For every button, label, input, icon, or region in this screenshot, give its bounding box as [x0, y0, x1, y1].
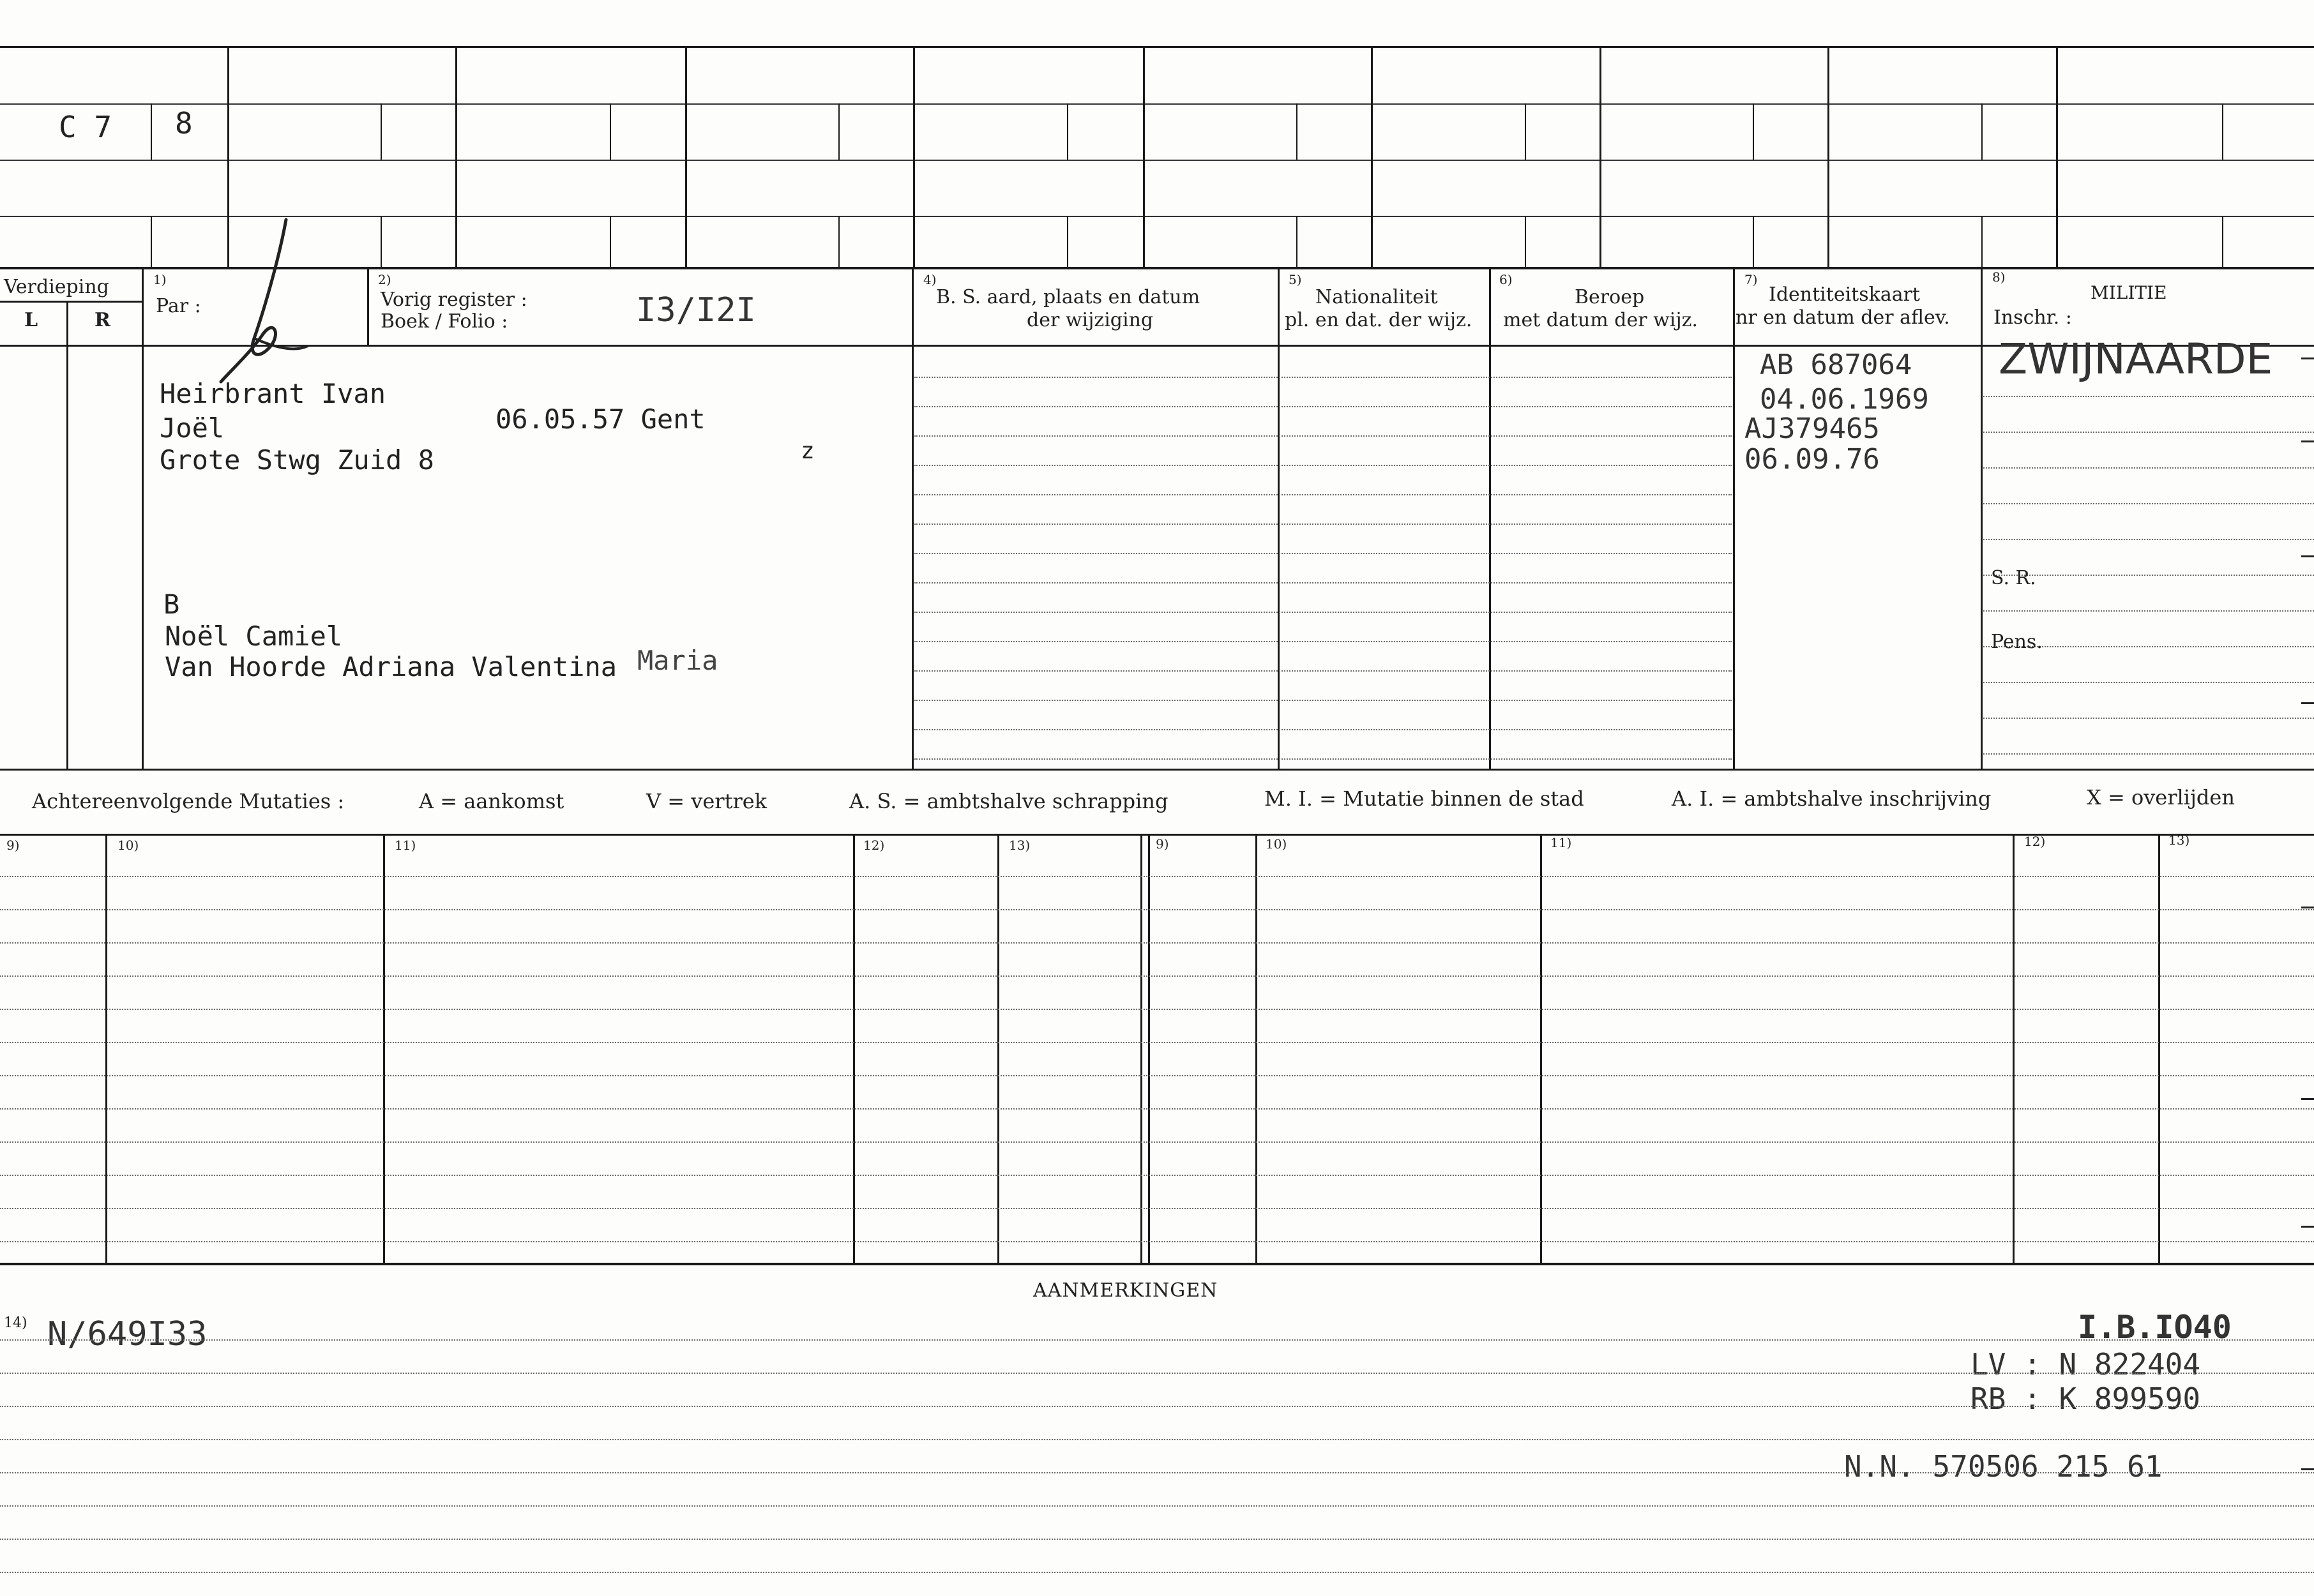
col1-divider — [142, 268, 144, 769]
col5-label-line1: Nationaliteit — [1315, 286, 1438, 308]
top-grid-minor-divider — [381, 103, 382, 160]
mut-right-col12: 12) — [2024, 834, 2046, 849]
mutation-ruled-line — [0, 876, 2314, 877]
margin-tick — [2301, 358, 2314, 359]
body-ruled-line — [914, 553, 1732, 554]
floor-right-label: R — [95, 309, 110, 331]
margin-tick — [2301, 555, 2314, 557]
top-grid-row-line — [0, 216, 2314, 217]
body-ruled-line — [914, 670, 1732, 672]
mutation-column-divider — [1140, 834, 1142, 1264]
previous-register-value: I3/I2I — [636, 291, 756, 329]
legend-arrival: A = aankomst — [419, 789, 564, 813]
person-birth: 06.05.57 Gent — [495, 403, 706, 435]
mutation-ruled-line — [0, 1009, 2314, 1010]
top-grid-major-divider — [1371, 46, 1373, 268]
identity-card-2: AJ379465 — [1744, 412, 1880, 445]
identity-card-1: AB 687064 — [1760, 349, 1912, 381]
header-bottom-line — [0, 345, 2314, 347]
body-ruled-line — [914, 612, 1732, 613]
top-grid-major-divider — [685, 46, 687, 268]
mutations-bottom-line — [0, 1263, 2314, 1265]
mutation-ruled-line — [0, 909, 2314, 910]
col2-label-register: Vorig register : — [381, 289, 527, 311]
col6-divider — [1489, 268, 1491, 769]
col7-divider — [1733, 268, 1735, 769]
col2-number: 2) — [378, 272, 391, 287]
person-name: Heirbrant Ivan — [160, 378, 386, 409]
militie-ruled-line — [1983, 718, 2314, 719]
body-ruled-line — [914, 435, 1732, 437]
remarks-ruled-line — [0, 1373, 2314, 1374]
militie-ruled-line — [1983, 753, 2314, 755]
top-grid-minor-divider — [151, 216, 152, 268]
top-grid-major-divider — [1143, 46, 1145, 268]
mut-right-col11: 11) — [1550, 835, 1572, 850]
legend-city-mutation: M. I. = Mutatie binnen de stad — [1264, 787, 1584, 811]
identity-date-2: 06.09.76 — [1744, 443, 1880, 476]
spouse-mark: B — [163, 589, 180, 620]
mutation-column-divider — [1148, 834, 1150, 1264]
militie-ruled-line — [1983, 539, 2314, 540]
top-grid-minor-divider — [610, 216, 611, 268]
col4-number: 4) — [923, 272, 937, 287]
body-ruled-line — [914, 582, 1732, 583]
mutation-ruled-line — [0, 1208, 2314, 1209]
col8-label-inschr: Inschr. : — [1993, 306, 2072, 329]
floor-lr-divider — [66, 301, 68, 769]
body-bottom-line — [0, 769, 2314, 771]
legend-title: Achtereenvolgende Mutaties : — [32, 789, 345, 813]
mutation-column-divider — [105, 834, 107, 1264]
floor-label: Verdieping — [4, 276, 109, 298]
col8-number: 8) — [1992, 269, 2006, 285]
remarks-ruled-line — [0, 1472, 2314, 1473]
legend-death: X = overlijden — [2087, 785, 2235, 809]
remarks-title: AANMERKINGEN — [1033, 1279, 1218, 1302]
mutation-column-divider — [997, 834, 999, 1264]
identity-date-1: 04.06.1969 — [1760, 383, 1929, 416]
col4-label-line1: B. S. aard, plaats en datum — [936, 286, 1200, 308]
top-grid-minor-divider — [381, 216, 382, 268]
mutation-ruled-line — [0, 975, 2314, 977]
militie-ruled-line — [1983, 432, 2314, 433]
top-grid-major-divider — [2056, 46, 2058, 268]
top-grid-minor-divider — [2222, 216, 2223, 268]
top-grid-minor-divider — [838, 216, 840, 268]
body-ruled-line — [914, 494, 1732, 495]
top-grid-row-line — [0, 103, 2314, 105]
mutation-column-divider — [853, 834, 855, 1264]
person-address: Grote Stwg Zuid 8 — [160, 444, 434, 476]
margin-tick — [2301, 907, 2314, 908]
top-grid-minor-divider — [838, 103, 840, 160]
militie-inschr-value: ZWIJNAARDE — [1999, 335, 2273, 384]
mutation-column-divider — [1540, 834, 1542, 1264]
col7-label-line2: nr en datum der aflev. — [1736, 306, 1950, 329]
mut-right-col10: 10) — [1266, 836, 1287, 852]
margin-tick — [2301, 1098, 2314, 1100]
top-grid-major-divider — [913, 46, 915, 268]
handwritten-paraph — [217, 211, 326, 389]
top-grid-minor-divider — [1981, 103, 1983, 160]
mut-right-col13: 13) — [2168, 832, 2190, 848]
col6-label-line1: Beroep — [1575, 286, 1645, 308]
militie-pens-label: Pens. — [1991, 631, 2043, 653]
mother-extra-name: Maria — [637, 645, 718, 676]
header-top-line — [0, 267, 2314, 269]
top-grid-row-line — [0, 160, 2314, 161]
remarks-ruled-line — [0, 1439, 2314, 1440]
mut-left-col11: 11) — [395, 838, 416, 853]
col4-divider — [912, 268, 914, 769]
legend-official-registration: A. I. = ambtshalve inschrijving — [1672, 787, 1992, 811]
mut-left-col13: 13) — [1009, 838, 1031, 853]
top-grid-minor-divider — [1067, 216, 1068, 268]
top-grid-minor-divider — [1067, 103, 1068, 160]
mut-right-col9: 9) — [1156, 836, 1169, 852]
mutation-column-divider — [2158, 834, 2160, 1264]
mother-name: Van Hoorde Adriana Valentina — [165, 651, 617, 682]
mut-left-col10: 10) — [117, 838, 139, 853]
col5-divider — [1278, 268, 1280, 769]
person-first-name: Joël — [160, 412, 225, 444]
legend-departure: V = vertrek — [646, 789, 768, 813]
mutation-column-divider — [1255, 834, 1257, 1264]
mutation-column-divider — [383, 834, 385, 1264]
militie-ruled-line — [1983, 682, 2314, 683]
body-ruled-line — [914, 523, 1732, 525]
top-grid-line — [0, 46, 2314, 48]
remarks-ruled-line — [0, 1539, 2314, 1540]
legend-official-removal: A. S. = ambtshalve schrapping — [849, 789, 1168, 813]
body-ruled-line — [914, 377, 1732, 378]
col2-label-folio: Boek / Folio : — [381, 310, 508, 333]
militie-sr-label: S. R. — [1991, 567, 2036, 589]
body-ruled-line — [914, 758, 1732, 760]
cell-letter: C 7 — [59, 110, 112, 144]
top-grid-major-divider — [455, 46, 457, 268]
col2-divider — [367, 268, 369, 346]
col8-label-militie: MILITIE — [2091, 282, 2167, 303]
col7-label-line1: Identiteitskaart — [1769, 283, 1920, 306]
mut-left-col12: 12) — [863, 838, 885, 853]
col5-label-line2: pl. en dat. der wijz. — [1285, 309, 1472, 331]
body-ruled-line — [914, 465, 1732, 466]
remarks-rb: RB : K 899590 — [1970, 1381, 2201, 1416]
top-grid-minor-divider — [1753, 216, 1754, 268]
top-grid-minor-divider — [151, 103, 152, 160]
margin-tick — [2301, 1226, 2314, 1228]
mutation-column-divider — [2013, 834, 2015, 1264]
top-grid-minor-divider — [1753, 103, 1754, 160]
remarks-ruled-line — [0, 1339, 2314, 1341]
mut-left-col9: 9) — [6, 838, 20, 853]
col1-number: 1) — [153, 272, 167, 287]
father-name: Noël Camiel — [165, 621, 343, 652]
margin-tick — [2301, 440, 2314, 442]
col7-number: 7) — [1744, 272, 1758, 287]
militie-ruled-line — [1983, 503, 2314, 504]
remarks-number-label: 14) — [4, 1315, 27, 1331]
mutation-ruled-line — [0, 1241, 2314, 1242]
remarks-national-number: N/649I33 — [47, 1315, 208, 1353]
top-grid-minor-divider — [1525, 216, 1526, 268]
col5-number: 5) — [1289, 272, 1302, 287]
mutation-ruled-line — [0, 1075, 2314, 1076]
col1-label: Par : — [156, 295, 201, 317]
top-grid-minor-divider — [610, 103, 611, 160]
mutation-ruled-line — [0, 942, 2314, 944]
floor-divider — [0, 301, 142, 303]
col4-label-line2: der wijziging — [1027, 309, 1154, 331]
militie-ruled-line — [1983, 610, 2314, 612]
remarks-reference: I.B.IO40 — [2078, 1309, 2232, 1346]
mutation-ruled-line — [0, 1108, 2314, 1110]
margin-tick — [2301, 1468, 2314, 1470]
top-grid-minor-divider — [2222, 103, 2223, 160]
margin-tick — [2301, 702, 2314, 704]
mutation-ruled-line — [0, 1042, 2314, 1043]
remarks-ruled-line — [0, 1505, 2314, 1507]
body-ruled-line — [914, 406, 1732, 407]
top-grid-minor-divider — [1981, 216, 1983, 268]
col6-number: 6) — [1499, 272, 1513, 287]
body-ruled-line — [914, 641, 1732, 642]
floor-left-label: L — [24, 309, 38, 331]
mutations-top-line — [0, 834, 2314, 836]
cell-number: 8 — [175, 106, 193, 140]
body-ruled-line — [914, 700, 1732, 701]
remarks-ruled-line — [0, 1572, 2314, 1573]
top-grid-minor-divider — [1525, 103, 1526, 160]
col6-label-line2: met datum der wijz. — [1503, 309, 1698, 331]
mutation-ruled-line — [0, 1141, 2314, 1143]
mutation-ruled-line — [0, 1175, 2314, 1176]
body-ruled-line — [914, 729, 1732, 730]
top-grid-major-divider — [1599, 46, 1601, 268]
remarks-ruled-line — [0, 1406, 2314, 1407]
remarks-nn: N.N. 570506 215 61 — [1844, 1449, 2163, 1484]
top-grid-major-divider — [1827, 46, 1829, 268]
top-grid-minor-divider — [1296, 216, 1297, 268]
militie-ruled-line — [1983, 467, 2314, 469]
militie-ruled-line — [1983, 396, 2314, 397]
col8-divider — [1981, 268, 1983, 769]
person-mark: z — [801, 438, 815, 464]
top-grid-minor-divider — [1296, 103, 1297, 160]
remarks-lv: LV : N 822404 — [1970, 1347, 2201, 1381]
